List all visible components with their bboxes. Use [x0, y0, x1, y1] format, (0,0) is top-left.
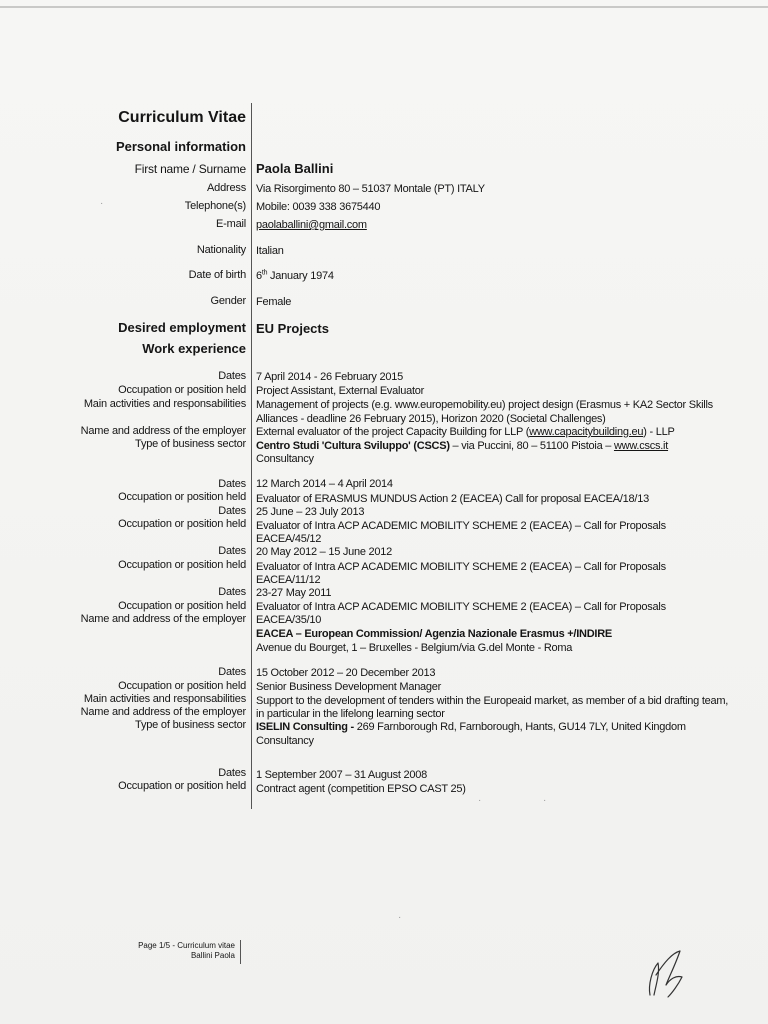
job1-activities-line2: Alliances - deadline 26 February 2015), Horizon 2020 (Societal Challenges) [256, 413, 606, 425]
nationality-label: Nationality [196, 244, 246, 256]
job3-activities-label: Main activities and responsabilities [83, 693, 246, 705]
job2-occupation-label-d: Occupation or position held [118, 600, 246, 612]
job4-dates-label: Dates [218, 767, 246, 779]
scan-edge-line [0, 6, 768, 8]
job4-occupation: Contract agent (competition EPSO CAST 25) [256, 783, 466, 795]
job3-sector: Consultancy [256, 735, 314, 747]
job1-employer-line1 [256, 426, 675, 438]
gender-value: Female [256, 296, 292, 308]
job2-dates-label-c: Dates [218, 545, 246, 557]
scan-speck: · [543, 795, 547, 806]
job1-employer-label: Name and address of the employer [80, 425, 246, 437]
job2-dates-d: 23-27 May 2011 [256, 587, 332, 599]
job3-sector-label: Type of business sector [135, 719, 246, 731]
job2-dates-label-b: Dates [218, 505, 246, 517]
scan-speck: · [398, 912, 402, 923]
job1-employer-line2 [256, 440, 668, 452]
job1-activities-label: Main activities and responsabilities [83, 398, 246, 410]
iselin-address: 269 Farnborough Rd, Farnborough, Hants, GU14 7LY, United Kingdom [353, 721, 686, 733]
footer-page-info: Page 1/5 - Curriculum vitae [138, 941, 235, 950]
personal-information-heading: Personal information [115, 139, 246, 154]
desired-employment-value: EU Projects [256, 321, 329, 336]
job1-dates-label: Dates [218, 370, 246, 382]
telephone-value: Mobile: 0039 338 3675440 [256, 201, 381, 213]
job2-occupation-label-b: Occupation or position held [118, 518, 246, 530]
job3-occupation: Senior Business Development Manager [256, 681, 442, 693]
telephone-label: Telephone(s) [184, 200, 246, 212]
job1-activities-line1: Management of projects (e.g. www.europemobility.eu) project design (Erasmus + KA2 Sector Skills [256, 399, 713, 411]
job2-occupation-a: Evaluator of ERASMUS MUNDUS Action 2 (EACEA) Call for proposal EACEA/18/13 [256, 493, 649, 505]
dob-day: 6 [256, 270, 262, 282]
job2-employer-line2: Avenue du Bourget, 1 – Bruxelles - Belgium/via G.del Monte - Roma [256, 642, 573, 654]
cscs-link[interactable]: www.cscs.it [613, 440, 669, 452]
gender-label: Gender [210, 295, 246, 307]
address-value: Via Risorgimento 80 – 51037 Montale (PT) ITALY [256, 183, 485, 195]
footer-author: Ballini Paola [190, 951, 235, 960]
job4-dates: 1 September 2007 – 31 August 2008 [256, 769, 427, 781]
job1-sector-label: Type of business sector [135, 438, 246, 450]
job3-employer [256, 721, 686, 733]
cv-title: Curriculum Vitae [118, 109, 246, 126]
email-link[interactable]: paolaballini@gmail.com [256, 219, 367, 231]
job2-dates-c: 20 May 2012 – 15 June 2012 [256, 546, 393, 558]
desired-employment-label: Desired employment [118, 320, 246, 335]
page-footer [138, 941, 235, 961]
scan-speck: · [100, 198, 104, 209]
job1-sector: Consultancy [256, 453, 314, 465]
handwritten-signature [640, 945, 690, 1005]
job1-employer-suffix: ) - LLP [643, 426, 675, 438]
address-label: Address [207, 182, 246, 194]
job2-occupation-b1: Evaluator of Intra ACP ACADEMIC MOBILITY SCHEME 2 (EACEA) – Call for Proposals [256, 520, 666, 532]
job3-employer-label: Name and address of the employer [80, 706, 246, 718]
footer-divider [240, 940, 241, 964]
job2-occupation-label-a: Occupation or position held [118, 491, 246, 503]
job2-occupation-c1: Evaluator of Intra ACP ACADEMIC MOBILITY SCHEME 2 (EACEA) – Call for Proposals [256, 561, 666, 573]
job2-employer-line1: EACEA – European Commission/ Agenzia Nazionale Erasmus +/INDIRE [256, 628, 612, 640]
name-label: First name / Surname [134, 162, 246, 176]
cscs-name: Centro Studi 'Cultura Sviluppo' (CSCS) [256, 440, 450, 452]
cscs-address: – via Puccini, 80 – 51100 Pistoia – [449, 440, 614, 452]
job2-dates-label-d: Dates [218, 586, 246, 598]
job1-occupation: Project Assistant, External Evaluator [256, 385, 425, 397]
job2-occupation-c2: EACEA/11/12 [256, 574, 321, 586]
dob-value [256, 270, 334, 282]
job3-activities-line2: in particular in the lifelong learning sector [256, 708, 445, 720]
work-experience-heading: Work experience [142, 341, 246, 356]
dob-month-year: January 1974 [267, 270, 334, 282]
scan-speck: · [478, 795, 482, 806]
job1-dates: 7 April 2014 - 26 February 2015 [256, 371, 403, 383]
email-label: E-mail [216, 218, 246, 230]
job2-dates-a: 12 March 2014 – 4 April 2014 [256, 478, 393, 490]
job3-dates-label: Dates [218, 666, 246, 678]
job3-activities-line1: Support to the development of tenders within the Europeaid market, as member of a bid drafting team, [256, 695, 729, 707]
job2-occupation-d1: Evaluator of Intra ACP ACADEMIC MOBILITY SCHEME 2 (EACEA) – Call for Proposals [256, 601, 666, 613]
iselin-name: ISELIN Consulting - [256, 721, 354, 733]
nationality-value: Italian [256, 245, 284, 257]
job2-employer-label: Name and address of the employer [80, 613, 246, 625]
dob-ordinal: th [261, 269, 268, 277]
dob-label: Date of birth [188, 269, 246, 281]
job2-occupation-label-c: Occupation or position held [118, 559, 246, 571]
job1-employer-text: External evaluator of the project Capacity Building for LLP ( [256, 426, 530, 438]
job1-occupation-label: Occupation or position held [118, 384, 246, 396]
job2-occupation-b2: EACEA/45/12 [256, 533, 322, 545]
column-divider [251, 103, 252, 809]
capacitybuilding-link[interactable]: www.capacitybuilding.eu [529, 426, 644, 438]
job2-occupation-d2: EACEA/35/10 [256, 614, 322, 626]
job2-dates-b: 25 June – 23 July 2013 [256, 506, 365, 518]
job3-occupation-label: Occupation or position held [118, 680, 246, 692]
job3-dates: 15 October 2012 – 20 December 2013 [256, 667, 436, 679]
job2-dates-label-a: Dates [218, 478, 246, 490]
name-value: Paola Ballini [256, 161, 334, 176]
job4-occupation-label: Occupation or position held [118, 780, 246, 792]
